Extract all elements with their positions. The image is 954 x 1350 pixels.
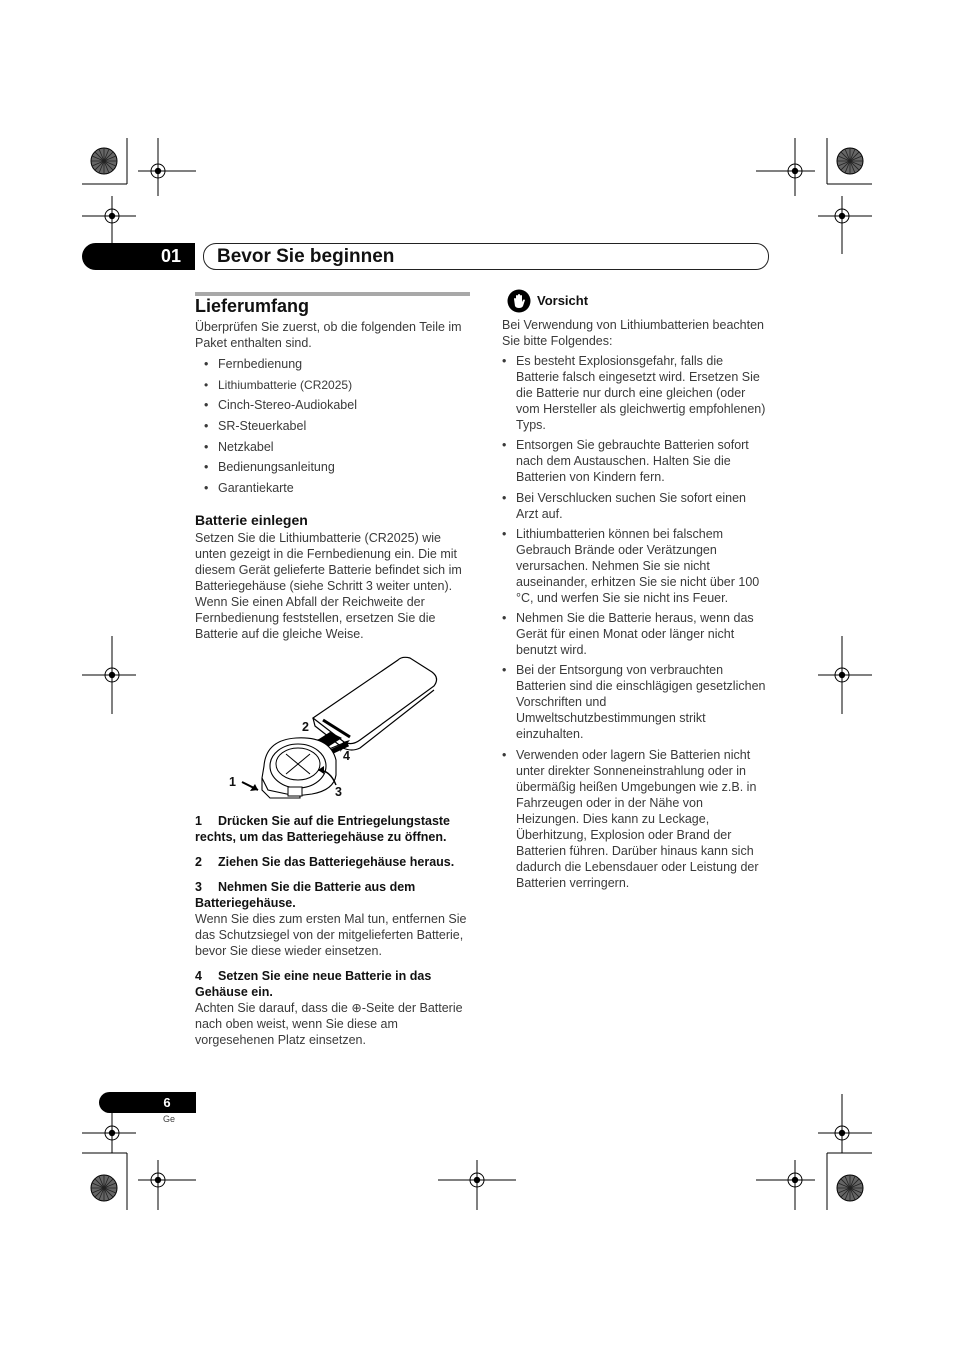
figure-label-2: 2 — [302, 720, 309, 734]
step-3: 3 Nehmen Sie die Batterie aus dem Batteriegehäuse. — [195, 880, 416, 910]
list-item: • Es besteht Explosionsgefahr, falls die Batterie falsch eingesetzt wird. Ersetzen Sie die Batterie nur durch eine gleichen (oder vom Hersteller als gleichwertig empfohlenen) Typs. — [502, 353, 767, 433]
section-intro: Überprüfen Sie zuerst, ob die folgenden Teile im Paket enthalten sind. — [195, 320, 462, 350]
step-2: 2 Ziehen Sie das Batteriegehäuse heraus. — [195, 855, 455, 869]
list-item: • Nehmen Sie die Batterie heraus, wenn das Gerät für einen Monat oder länger nicht benutzt wird. — [502, 610, 767, 658]
chapter-number: 01 — [160, 246, 182, 266]
step-4: 4 Setzen Sie eine neue Batterie in das Gehäuse ein. — [195, 969, 432, 999]
list-item: • Garantiekarte — [195, 480, 470, 501]
figure-label-4: 4 — [343, 749, 350, 763]
page-language: Ge — [162, 1114, 175, 1124]
step-text: Nehmen Sie die Batterie aus dem Batteriegehäuse. — [195, 880, 416, 910]
figure-label-3: 3 — [335, 785, 342, 799]
caution-title: Vorsicht — [537, 293, 589, 308]
step-4-note: Achten Sie darauf, dass die ⊕-Seite der Batterie nach oben weist, wenn Sie diese am vorgesehenen Platz einsetzen. — [195, 1001, 463, 1047]
step-text: Drücken Sie auf die Entriegelungstaste rechts, um das Batteriegehäuse zu öffnen. — [195, 814, 451, 844]
list-item: • Verwenden oder lagern Sie Batterien nicht unter direkter Sonneneinstrahlung oder in übermäßig heißen Umgebungen wie z.B. in Fahrzeugen oder in der Nähe von Heizungen. Dies kann zu Leckage, Überhitzung, Explosion oder Brand der Batterien führen. Darüber hinaus kann sich dadurch die Lebensdauer oder Leistung der Batterien verringern. — [502, 747, 767, 891]
list-item: • SR-Steuerkabel — [195, 418, 470, 439]
caution-hand-icon — [507, 289, 531, 313]
step-text: Setzen Sie eine neue Batterie in das Gehäuse ein. — [195, 969, 432, 999]
list-item: • Entsorgen Sie gebrauchte Batterien sofort nach dem Austauschen. Halten Sie die Batterien von Kindern fern. — [502, 437, 767, 485]
figure-label-1: 1 — [229, 775, 236, 789]
chapter-title: Bevor Sie beginnen — [217, 246, 395, 267]
step-3-note: Wenn Sie dies zum ersten Mal tun, entfernen Sie das Schutzsiegel von der mitgelieferten Batterie, bevor Sie diese wieder einsetzen. — [195, 912, 467, 958]
list-item: • Cinch-Stereo-Audiokabel — [195, 397, 470, 418]
caution-list — [502, 353, 767, 895]
list-item: • Bei der Entsorgung von verbrauchten Batterien sind die einschlägigen gesetzlichen Vorschriften und Umweltschutzbestimmungen strikt einzuhalten. — [502, 662, 767, 742]
step-text: Ziehen Sie das Batteriegehäuse heraus. — [218, 855, 455, 869]
step-1: 1 Drücken Sie auf die Entriegelungstaste rechts, um das Batteriegehäuse zu öffnen. — [195, 814, 451, 844]
page-number: 6 — [163, 1095, 171, 1110]
battery-title: Batterie einlegen — [195, 512, 308, 528]
list-item: • Lithiumbatterien können bei falschem Gebrauch Brände oder Verätzungen verursachen. Nehmen Sie sie nicht auseinander, erhitzen Sie sie nicht über 100 °C, und werfen Sie sie nicht ins Feuer. — [502, 526, 767, 606]
battery-intro: Setzen Sie die Lithiumbatterie (CR2025) wie unten gezeigt in die Fernbedienung ein. Die mit diesem Gerät gelieferte Batterie befindet sich im Batteriegehäuse (siehe Schritt 3 weiter unten). Wenn Sie einen Abfall der Reichweite der Fernbedienung feststellen, ersetzen Sie die Batterie auf die gleiche Weise. — [195, 531, 462, 641]
list-item: • Bei Verschlucken suchen Sie sofort einen Arzt auf. — [502, 490, 767, 522]
section-title: Lieferumfang — [195, 296, 310, 316]
list-item: • Fernbedienung — [195, 356, 470, 377]
caution-intro: Bei Verwendung von Lithiumbatterien beachten Sie bitte Folgendes: — [502, 318, 764, 348]
list-item: • Lithiumbatterie (CR2025) — [195, 377, 470, 398]
list-item: • Bedienungsanleitung — [195, 459, 470, 480]
list-item: • Netzkabel — [195, 439, 470, 460]
